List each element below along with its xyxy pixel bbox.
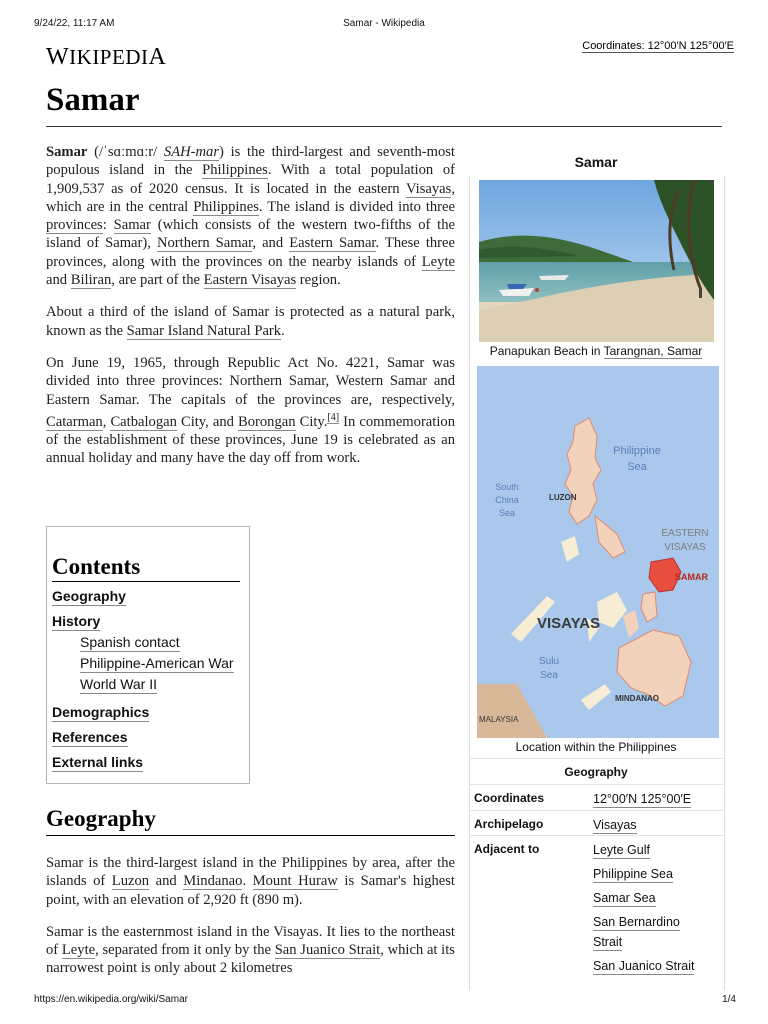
infobox-row-coordinates: Coordinates 12°00′N 125°00′E xyxy=(469,784,723,811)
link-eastern-visayas[interactable]: Eastern Visayas xyxy=(203,272,297,289)
map-label-philippine-sea-2: Sea xyxy=(627,461,647,473)
link-leyte[interactable]: Leyte xyxy=(421,253,455,270)
intro-paragraph-1: Samar (/ˈsɑːmɑːr/ SAH-mar) is the third-largest and seventh-most populous island in the Philippines. With a total population of 1,909,537 as of 2020 census. It is located in the eastern Visayas, which are in the central Philippines. The island is divided into three provinces: Samar (which consists of the western two-fifths of the island of Samar), Northern Samar, and Eastern Samar. These three provinces, along with the provinces on the nearby islands of Leyte and Biliran, are part of the Eastern Visayas region. xyxy=(46,144,456,289)
link-samar-province[interactable]: Samar xyxy=(113,217,151,234)
infobox xyxy=(469,150,723,990)
infobox-row-adjacent: Adjacent to Leyte Gulf Philippine Sea Samar Sea San Bernardino Strait San Juanico Strait xyxy=(469,835,723,986)
geography-paragraph-2: Samar is the easternmost island in the Visayas. It lies to the northeast of Leyte, separated from it only by the San Juanico Strait, which at its narrowest point is only about 2 kilometres xyxy=(46,923,455,977)
adjacent-san-bernardino-strait-line-2[interactable]: Strait xyxy=(593,935,623,949)
print-url: https://en.wikipedia.org/wiki/Samar xyxy=(34,994,188,1005)
title-divider xyxy=(46,126,722,127)
link-borongan[interactable]: Borongan xyxy=(237,413,296,430)
article-intro xyxy=(46,143,455,482)
link-mindanao[interactable]: Mindanao xyxy=(183,873,243,890)
toc-item-external-links[interactable]: External links xyxy=(52,754,144,770)
toc-item-references[interactable]: References xyxy=(52,729,128,745)
link-provinces[interactable]: provinces xyxy=(46,217,103,234)
intro-paragraph-2: About a third of the island of Samar is protected as a natural park, known as the Samar Island Natural Park. xyxy=(46,304,455,339)
print-doc-title: Samar - Wikipedia xyxy=(343,18,425,29)
link-tarangnan-samar[interactable]: Tarangnan, Samar xyxy=(603,344,703,358)
beach-photo[interactable] xyxy=(479,180,714,342)
link-northern-samar[interactable]: Northern Samar xyxy=(156,235,253,252)
adjacent-san-bernardino-strait-line-1[interactable]: San Bernardino xyxy=(593,915,680,929)
page-title: Samar xyxy=(46,82,140,118)
link-catbalogan[interactable]: Catbalogan xyxy=(110,413,177,430)
reference-4[interactable]: [4] xyxy=(327,411,340,423)
toc-item-philippine-american-war[interactable]: Philippine-American War xyxy=(80,655,234,671)
photo-caption: Panapukan Beach in Tarangnan, Samar xyxy=(489,344,703,358)
map-label-philippine-sea-1: Philippine xyxy=(613,445,661,457)
infobox-geography-heading: Geography xyxy=(469,758,723,779)
print-datetime: 9/24/22, 11:17 AM xyxy=(34,18,115,29)
toc-item-spanish-contact[interactable]: Spanish contact xyxy=(80,634,180,650)
link-philippines-2[interactable]: Philippines xyxy=(193,198,259,215)
map-label-visayas: VISAYAS xyxy=(537,615,601,632)
pronunciation-respelling-link[interactable]: SAH-mar xyxy=(163,144,220,160)
map-label-malaysia: MALAYSIA xyxy=(479,715,519,724)
geography-paragraph-1: Samar is the third-largest island in the Philippines by area, after the islands of Luzon and Mindanao. Mount Huraw is Samar's highest point, with an elevation of 2,920 ft (890 m). xyxy=(46,855,455,908)
toc-item-geography[interactable]: Geography xyxy=(52,588,126,604)
link-biliran[interactable]: Biliran xyxy=(70,272,112,289)
map-label-south-china-sea-2: China xyxy=(495,495,519,505)
link-eastern-samar[interactable]: Eastern Samar xyxy=(289,235,376,252)
map-label-south-china-sea-1: South xyxy=(495,482,519,492)
link-luzon[interactable]: Luzon xyxy=(111,873,150,890)
infobox-archipelago-link[interactable]: Visayas xyxy=(593,818,637,832)
link-leyte-2[interactable]: Leyte xyxy=(61,942,96,959)
map-label-mindanao: MINDANAO xyxy=(615,694,659,703)
link-san-juanico-strait[interactable]: San Juanico Strait xyxy=(274,942,381,959)
philippines-location-map[interactable] xyxy=(477,366,719,738)
wikipedia-wordmark[interactable]: WIKIPEDIA xyxy=(46,44,167,70)
section-heading-geography: Geography xyxy=(46,806,455,836)
link-samar-island-natural-park[interactable]: Samar Island Natural Park xyxy=(126,322,282,339)
infobox-title: Samar xyxy=(574,154,618,170)
geography-section xyxy=(46,854,455,992)
link-philippines[interactable]: Philippines xyxy=(202,162,268,179)
link-catarman[interactable]: Catarman xyxy=(46,413,103,430)
toc-list xyxy=(52,588,249,775)
map-label-sulu-sea-1: Sulu xyxy=(538,656,560,667)
toc-item-history[interactable]: History xyxy=(52,613,101,629)
map-caption: Location within the Philippines xyxy=(515,740,677,754)
toc-item-demographics[interactable]: Demographics xyxy=(52,704,150,720)
map-label-eastern-visayas-1: EASTERN xyxy=(661,528,709,539)
infobox-row-archipelago: Archipelago Visayas xyxy=(469,810,723,837)
map-label-luzon: LUZON xyxy=(549,493,577,502)
map-label-sulu-sea-2: Sea xyxy=(540,670,558,681)
adjacent-philippine-sea[interactable]: Philippine Sea xyxy=(593,867,673,881)
top-coordinates-link[interactable]: Coordinates: 12°00′N 125°00′E xyxy=(582,40,734,52)
toc-item-world-war-ii[interactable]: World War II xyxy=(80,676,158,692)
map-label-south-china-sea-3: Sea xyxy=(498,508,516,518)
print-page-number: 1/4 xyxy=(722,994,736,1005)
adjacent-san-juanico-strait[interactable]: San Juanico Strait xyxy=(593,959,695,973)
toc-title: Contents xyxy=(52,554,240,582)
table-of-contents xyxy=(46,526,250,784)
map-label-samar: SAMAR xyxy=(675,572,708,582)
map-label-eastern-visayas-2: VISAYAS xyxy=(664,542,706,553)
infobox-coordinates-link[interactable]: 12°00′N 125°00′E xyxy=(593,792,692,806)
link-mount-huraw[interactable]: Mount Huraw xyxy=(252,873,338,890)
adjacent-samar-sea[interactable]: Samar Sea xyxy=(593,891,656,905)
adjacent-leyte-gulf[interactable]: Leyte Gulf xyxy=(593,843,650,857)
intro-paragraph-3: On June 19, 1965, through Republic Act No. 4221, Samar was divided into three provinces: Northern Samar, Western Samar and Eastern Samar. The capitals of the provinces are, respectively, Catarman, Catbalogan City, and Borongan City.[4] In commemoration of the establishment of these provinces, June 19 is celebrated as an annual holiday and many have the day off from work. xyxy=(46,354,455,467)
link-visayas[interactable]: Visayas xyxy=(406,180,452,197)
